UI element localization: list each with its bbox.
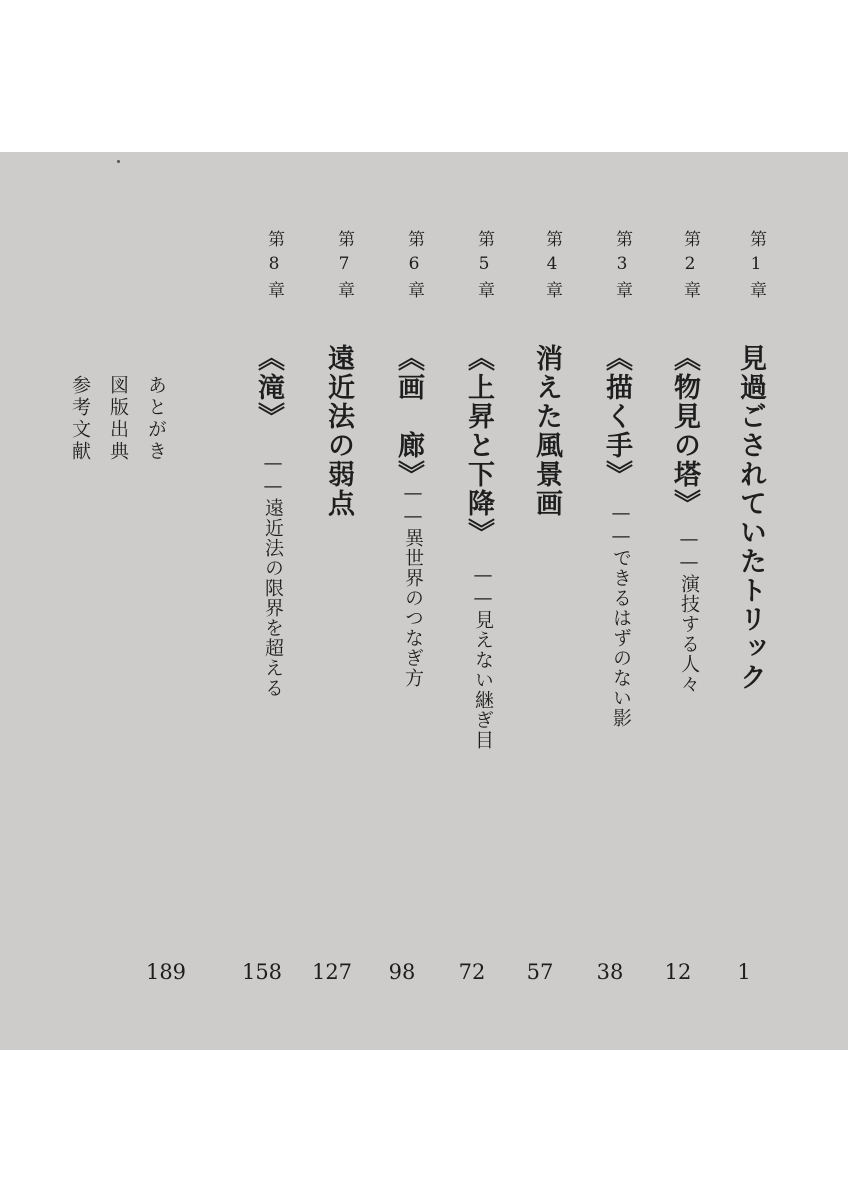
chapter-5-title: 《上昇と下降》 xyxy=(463,344,494,547)
chapter-2-label: 第2章 xyxy=(680,230,700,305)
chapter-1-label: 第1章 xyxy=(746,230,766,305)
chapter-6-subtitle: ——異世界のつなぎ方 xyxy=(402,482,424,688)
references-title: 参考文献 xyxy=(69,375,91,463)
chapter-8-title: 《滝》 xyxy=(253,344,284,431)
chapter-4-page: 57 xyxy=(526,960,554,984)
chapter-6-title: 《画 廊》 xyxy=(393,344,424,489)
chapter-4-label: 第4章 xyxy=(542,230,562,305)
chapter-3-label: 第3章 xyxy=(612,230,632,305)
chapter-7-title: 遠近法の弱点 xyxy=(323,344,354,518)
chapter-2-page: 12 xyxy=(664,960,692,984)
chapter-2-title: 《物見の塔》 xyxy=(669,344,700,518)
chapter-1-title: 見過ごされていたトリック xyxy=(735,344,766,692)
figure-credits-title: 図版出典 xyxy=(107,375,129,463)
chapter-6-page: 98 xyxy=(388,960,416,984)
chapter-7-label: 第7章 xyxy=(334,230,354,305)
chapter-5-page: 72 xyxy=(458,960,486,984)
afterword-page: 189 xyxy=(145,960,187,984)
chapter-6-label: 第6章 xyxy=(404,230,424,305)
chapter-5-label: 第5章 xyxy=(474,230,494,305)
chapter-1-page: 1 xyxy=(737,960,751,984)
chapter-2-subtitle: ——演技する人々 xyxy=(678,528,700,694)
afterword-title: あとがき xyxy=(145,375,167,463)
chapter-3-subtitle: ——できるはずのない影 xyxy=(610,502,632,728)
chapter-3-page: 38 xyxy=(596,960,624,984)
chapter-7-page: 127 xyxy=(311,960,353,984)
chapter-8-page: 158 xyxy=(241,960,283,984)
chapter-8-subtitle: ——遠近法の限界を超える xyxy=(262,452,284,698)
chapter-4-title: 消えた風景画 xyxy=(531,344,562,518)
speck-mark xyxy=(117,160,120,163)
chapter-5-subtitle: ——見えない継ぎ目 xyxy=(472,564,494,750)
toc-page xyxy=(0,152,848,1050)
chapter-3-title: 《描く手》 xyxy=(601,344,632,489)
chapter-8-label: 第8章 xyxy=(264,230,284,305)
